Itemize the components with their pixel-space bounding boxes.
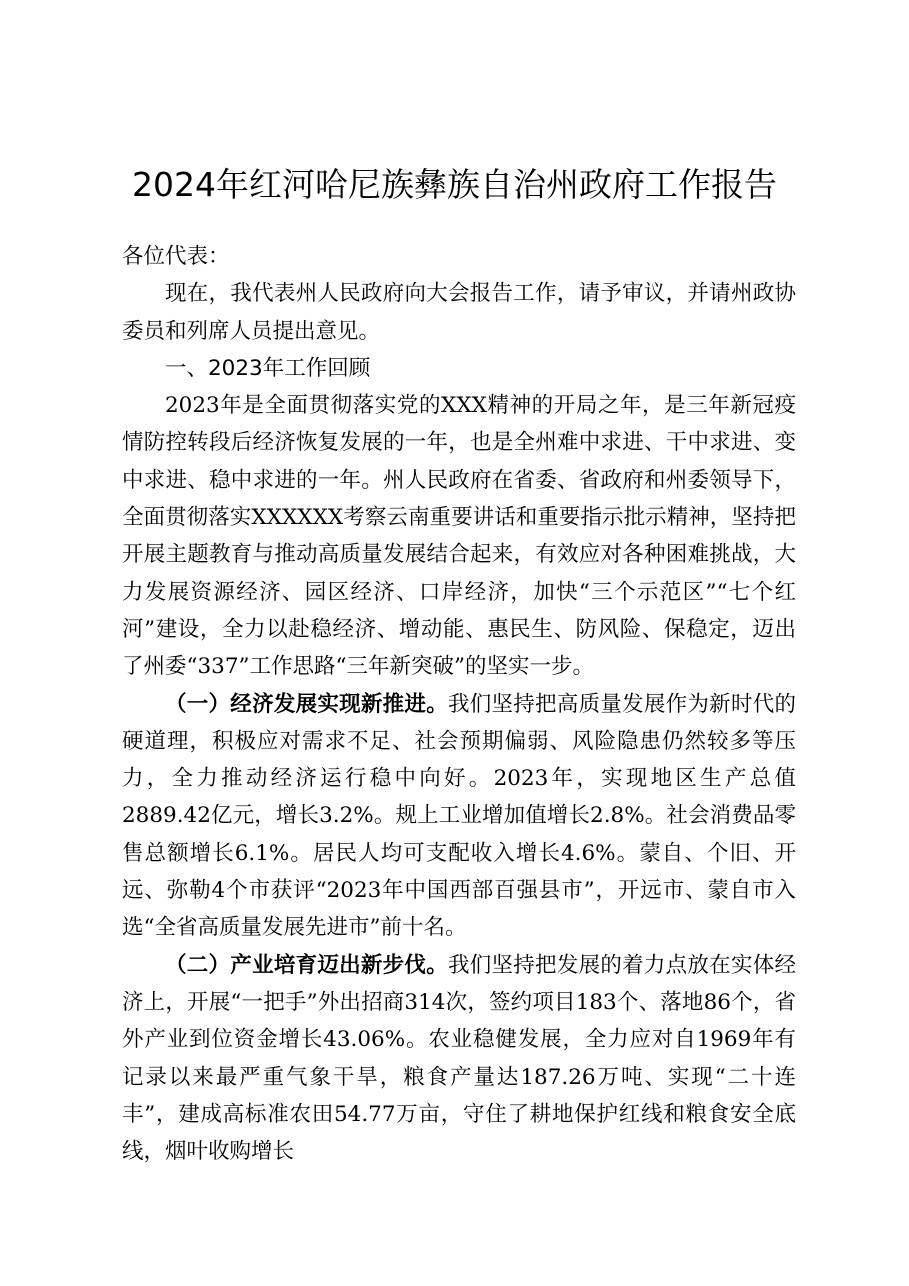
salutation: 各位代表： [122,244,230,269]
document-body [122,238,796,1170]
intro-paragraph: 现在，我代表州人民政府向大会报告工作，请予审议，并请州政协委员和列席人员提出意见。 [122,281,796,344]
subsection-industry-lead: （二）产业培育迈出新步伐。 [165,952,448,978]
subsection-economy-text: 我们坚持把高质量发展作为新时代的硬道理，积极应对需求不足、社会预期偏弱、风险隐患仍然较多等压力，全力推动经济运行稳中向好。2023年，实现地区生产总值2889.42亿元，增长3.2%。规上工业增加值增长2.8%。社会消费品零售总额增长6.1%。居民人均可支配收入增长4.6%。蒙自、个旧、开远、弥勒4个市获评“2023年中国西部百强县市”，开远市、蒙自市入选“全省高质量发展先进市”前十名。 [122,691,796,941]
document-title: 2024年红河哈尼族彝族自治州政府工作报告 [132,165,777,204]
subsection-economy [122,686,796,947]
section-heading: 一、2023年工作回顾 [165,355,371,381]
subsection-industry [122,947,796,1171]
subsection-economy-lead: （一）经济发展实现新推进。 [165,691,448,717]
review-paragraph: 2023年是全面贯彻落实党的XXX精神的开局之年，是三年新冠疫情防控转段后经济恢复发展的一年，也是全州难中求进、干中求进、变中求进、稳中求进的一年。州人民政府在省委、省政府和州委领导下，全面贯彻落实XXXXXX考察云南重要讲话和重要指示批示精神，坚持把开展主题教育与推动高质量发展结合起来，有效应对各种困难挑战，大力发展资源经济、园区经济、口岸经济，加快“三个示范区”“七个红河”建设，全力以赴稳经济、增动能、惠民生、防风险、保稳定，迈出了州委“337”工作思路“三年新突破”的坚实一步。 [122,393,796,680]
subsection-industry-text: 我们坚持把发展的着力点放在实体经济上，开展“一把手”外出招商314次，签约项目183个、落地86个，省外产业到位资金增长43.06%。农业稳健发展，全力应对自1969年有记录以来最严重气象干旱，粮食产量达187.26万吨、实现“二十连丰”，建成高标准农田54.77万亩，守住了耕地保护红线和粮食安全底线，烟叶收购增长 [122,952,796,1165]
